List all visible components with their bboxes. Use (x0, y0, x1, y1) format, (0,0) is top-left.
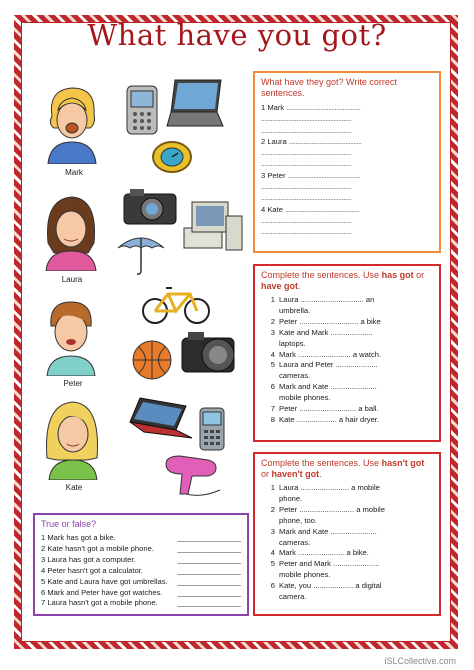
answer-blank[interactable]: ............................................. (287, 170, 361, 180)
sentence-text[interactable]: cameras. (279, 537, 311, 547)
sentence-row (261, 538, 433, 549)
item-number: 5 (270, 559, 275, 569)
sentence-text[interactable]: Mark ......................... a watch. (279, 349, 382, 359)
item-number: 6 (270, 382, 275, 392)
sentence-text[interactable]: Kate, you ................... a digital (279, 581, 382, 591)
answer-blank[interactable]: ........................................................ (261, 215, 352, 225)
statement-text: 3 Laura has got a computer. (41, 554, 136, 564)
site-credit: iSLCollective.com (384, 656, 456, 666)
item-number (261, 516, 279, 527)
sentence-row (261, 559, 433, 570)
sentence-text[interactable]: Mark ...................... a bike. (279, 548, 369, 558)
item-number: 4 (270, 349, 275, 359)
page-title: What have you got? (87, 18, 387, 52)
item-number: 4 (270, 548, 275, 558)
statement-text: 5 Kate and Laura have got umbrellas. (41, 576, 168, 586)
answer-blank[interactable]: ........................................................ (261, 193, 352, 203)
item-number (261, 306, 279, 317)
item-number (261, 538, 279, 549)
item-label: 1 Mark (261, 103, 285, 112)
person-name: Laura (61, 275, 83, 284)
sentence-text[interactable]: Laura ....................... a mobile (279, 483, 380, 492)
sentence-text[interactable]: Peter and Mark ...................... (279, 559, 380, 569)
answer-blank[interactable]: _______________ (177, 598, 241, 608)
person-name: Kate (65, 483, 83, 492)
sentence-row (261, 592, 433, 603)
sentence-row (261, 328, 433, 339)
statement-row (41, 598, 241, 609)
peter-portrait (43, 296, 99, 376)
mark-portrait (44, 84, 100, 164)
exercise-heading: Complete the sentences. Use has got or have got. (261, 270, 425, 291)
laptop-icon (165, 78, 225, 130)
statement-text: 6 Mark and Peter have got watches. (41, 587, 163, 597)
exercise-true-or-false (33, 513, 249, 616)
answer-blank[interactable]: _______________ (177, 565, 241, 575)
statement-list (41, 533, 241, 609)
sentence-row (261, 527, 433, 538)
item-number: 2 (270, 504, 275, 514)
sentence-row (261, 371, 433, 382)
exercise-write-sentences (253, 71, 441, 253)
exercise-heading: What have they got? Write correct sentences. (261, 77, 397, 98)
computer-icon (180, 200, 246, 252)
sentence-row (261, 393, 433, 404)
statement-row (41, 577, 241, 588)
item-number: 3 (270, 327, 275, 337)
statement-row (41, 533, 241, 544)
exercise-hasnt-havent-got (253, 452, 441, 616)
statement-row (41, 566, 241, 577)
item-number: 8 (270, 414, 275, 424)
item-number: 5 (270, 360, 275, 370)
item-number (261, 393, 279, 404)
camera-icon (122, 186, 178, 228)
item-label: 3 Peter (261, 170, 286, 180)
answer-blank[interactable]: _______________ (177, 554, 241, 564)
answer-blank[interactable]: _______________ (177, 533, 241, 542)
item-number: 1 (270, 295, 275, 304)
answer-blank[interactable]: ........................................................ (261, 114, 352, 124)
sentence-row (261, 360, 433, 371)
sentence-row (261, 317, 433, 328)
sentence-text[interactable]: Kate ................... a hair dryer. (279, 414, 380, 424)
sentence-row (261, 295, 433, 306)
watch-icon (150, 135, 194, 175)
hair-dryer-icon (162, 454, 224, 498)
sentence-text[interactable]: Laura and Peter .................... (279, 360, 378, 370)
statement-row (41, 544, 241, 555)
mobile-phone-icon (124, 84, 160, 136)
sentence-text[interactable]: Mark and Kate ...................... (279, 526, 377, 536)
sentence-text[interactable]: phone. (279, 493, 303, 503)
sentence-row (261, 350, 433, 361)
bike-icon (140, 282, 212, 326)
statement-row (41, 588, 241, 599)
sentence-row (261, 339, 433, 350)
answer-blank[interactable]: .............................................. (285, 204, 360, 214)
item-number: 6 (270, 581, 275, 591)
sentence-text[interactable]: mobile phones. (279, 393, 331, 403)
item-number: 1 (270, 483, 275, 492)
sentence-row (261, 415, 433, 426)
item-label: 4 Kate (261, 204, 283, 214)
sentence-row (261, 581, 433, 592)
sentence-row (261, 483, 433, 494)
sentence-text[interactable]: camera. (279, 592, 307, 602)
answer-blank[interactable]: _______________ (177, 543, 241, 553)
sentence-list (261, 295, 433, 426)
answer-blank[interactable]: _______________ (177, 587, 241, 597)
answer-blank[interactable]: .............................................. (286, 103, 361, 112)
mobile-phone-icon (198, 406, 226, 452)
answer-blank[interactable]: ........................................................ (261, 182, 352, 192)
sentence-row (261, 505, 433, 516)
sentence-text[interactable]: laptops. (279, 338, 306, 348)
item-label: 2 Laura (261, 136, 287, 146)
answer-blank[interactable]: ........................................................ (261, 159, 352, 169)
sentence-text[interactable]: Laura .............................. an (279, 295, 375, 304)
sentence-row (261, 570, 433, 581)
sentence-list (261, 483, 433, 603)
sentence-text[interactable]: umbrella. (279, 305, 311, 315)
item-number (261, 570, 279, 581)
item-number: 7 (270, 404, 275, 414)
item-number: 2 (270, 316, 275, 326)
person-name: Peter (63, 379, 83, 388)
exercise-heading: Complete the sentences. Use hasn't got or haven't got. (261, 458, 425, 479)
item-number: 3 (270, 526, 275, 536)
ball-icon (130, 338, 174, 382)
laptop-icon (126, 396, 194, 442)
statement-text: 4 Peter hasn't got a calculator. (41, 565, 143, 575)
exercise-heading: True or false? (41, 519, 97, 529)
umbrella-icon (116, 232, 166, 276)
item-number (261, 494, 279, 505)
camera-icon (178, 328, 246, 378)
sentence-text[interactable]: mobile phones. (279, 570, 331, 580)
person-name: Mark (65, 168, 83, 177)
sentence-text[interactable]: cameras. (279, 371, 311, 381)
answer-blank[interactable]: ........................................................ (261, 227, 352, 237)
sentence-text[interactable]: phone, too. (279, 515, 318, 525)
sentence-row (261, 382, 433, 393)
statement-row (41, 555, 241, 566)
answer-blank[interactable]: ........................................................ (261, 148, 352, 158)
item-number (261, 371, 279, 382)
item-number (261, 592, 279, 603)
statement-text: 2 Kate hasn't got a mobile phone. (41, 543, 154, 553)
sentence-row (261, 306, 433, 317)
answer-blank[interactable]: ........................................................ (261, 125, 352, 135)
sentence-text[interactable]: Peter .......................... a mobile (279, 504, 385, 514)
sentence-row (261, 516, 433, 527)
sentence-row (261, 494, 433, 505)
sentence-text[interactable]: Kate and Mark .................... (279, 327, 373, 337)
laura-portrait (42, 193, 100, 271)
statement-text: 7 Laura hasn't got a mobile phone. (41, 598, 158, 608)
sentence-text[interactable]: Mark and Kate ...................... (279, 382, 377, 392)
kate-portrait (43, 398, 101, 480)
item-number (261, 339, 279, 350)
answer-blank[interactable]: ............................................. (288, 136, 362, 146)
statement-text: 1 Mark has got a bike. (41, 533, 116, 542)
exercise-has-have-got (253, 264, 441, 442)
answer-blank[interactable]: _______________ (177, 576, 241, 586)
sentence-row (261, 548, 433, 559)
sentence-text[interactable]: Peter ........................... a ball. (279, 404, 379, 414)
sentence-row (261, 404, 433, 415)
sentence-text[interactable]: Peter ............................ a bike (279, 316, 381, 326)
